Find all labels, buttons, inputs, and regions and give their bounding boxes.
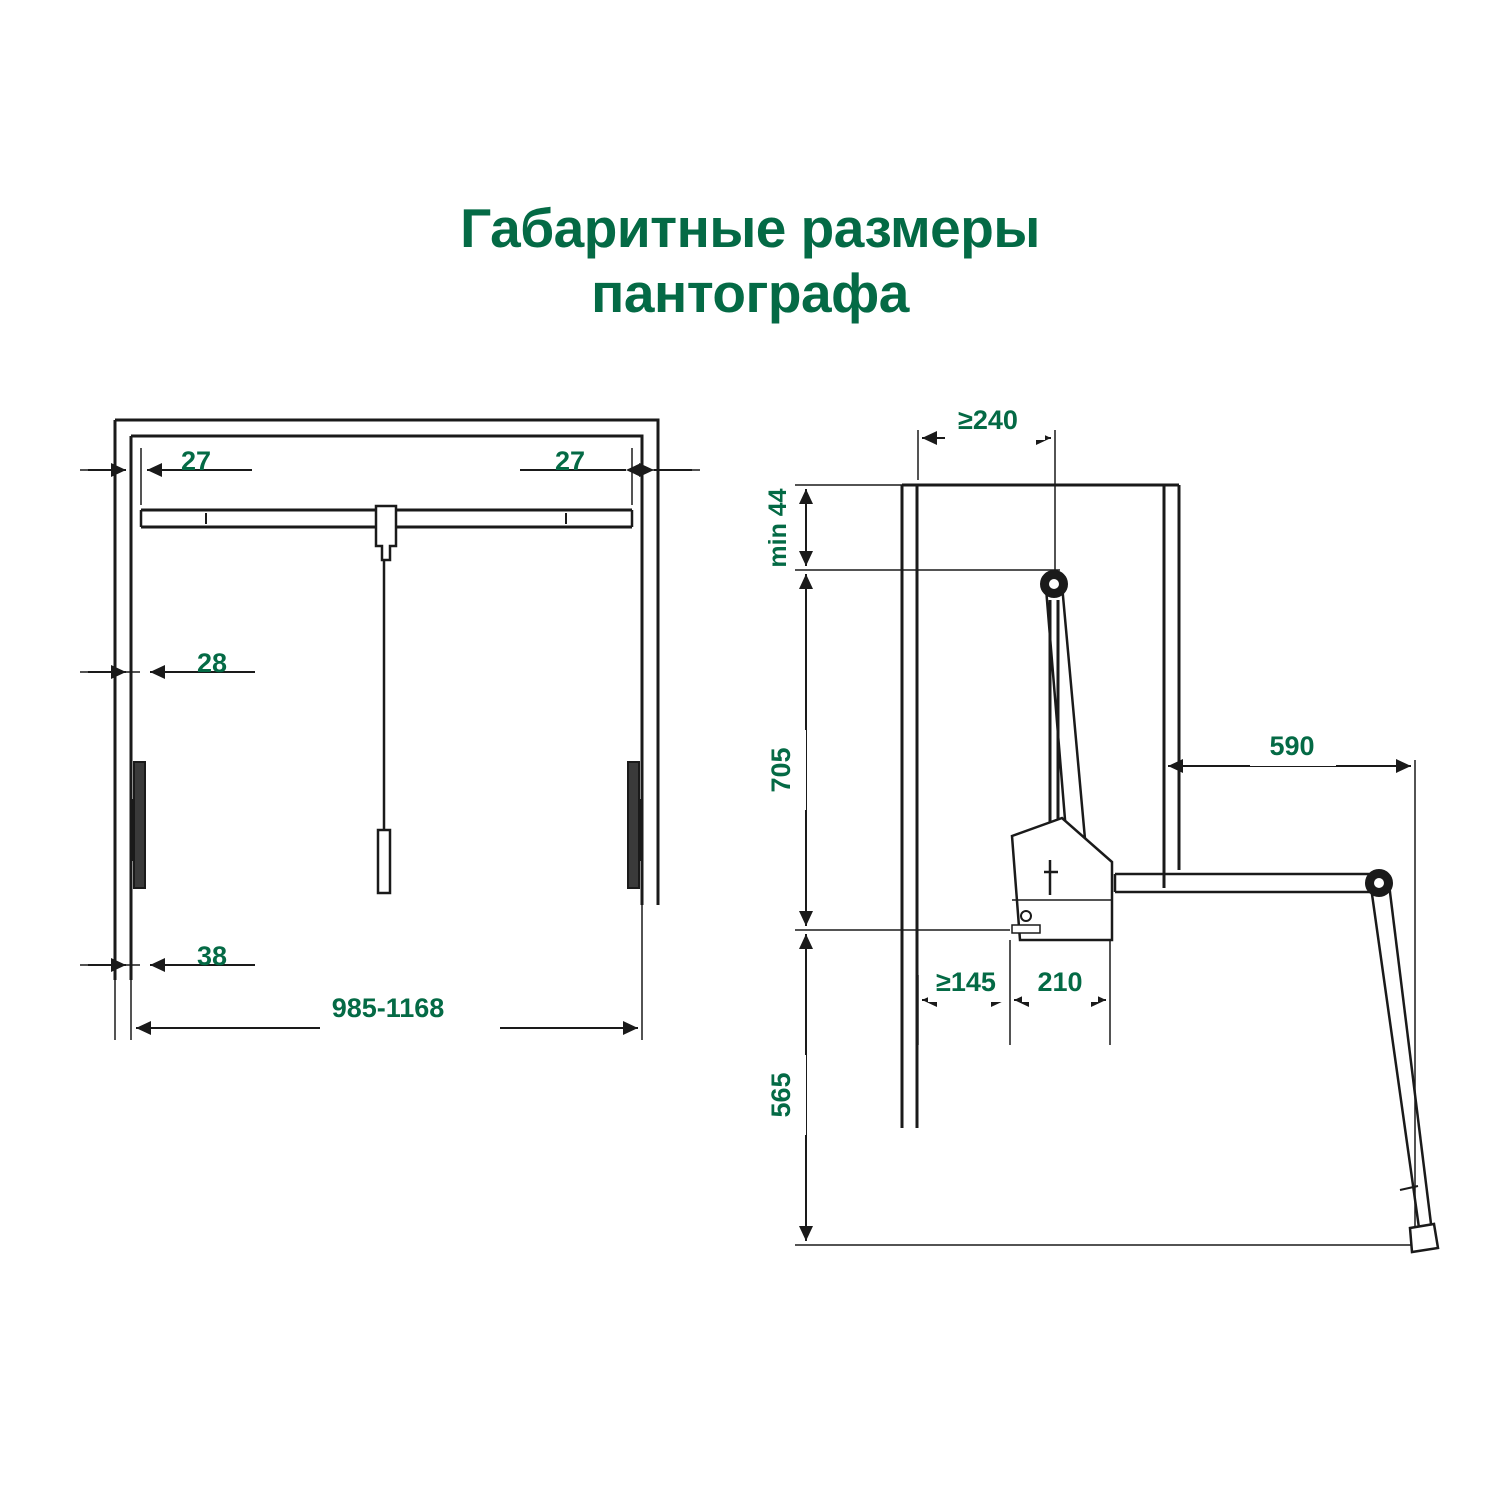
dim-210 [1014,967,1106,1002]
page-title-line-2: пантографа [591,261,909,324]
side-pantograph-arm-lowered [1115,874,1438,1252]
dim-565-label: 565 [766,1072,796,1118]
front-pantograph-assembly [141,506,632,893]
side-housing [1012,818,1112,940]
dim-705-label: 705 [766,747,796,793]
front-view-group [80,420,700,1040]
dim-590 [1168,731,1411,766]
dim-width-range [136,993,638,1030]
side-extension-lines [795,430,1420,1245]
front-left-mount [131,762,145,888]
page-title-line-1: Габаритные размеры [460,197,1040,259]
dim-left-27 [88,446,252,476]
dim-38 [88,941,255,971]
dim-28 [88,648,255,678]
dim-565 [766,934,806,1241]
dim-width-range-label: 985-1168 [331,993,445,1023]
dim-28-label: 28 [196,648,228,678]
dim-min-44 [764,488,806,567]
front-right-mount [628,762,642,888]
dim-right-27 [520,446,692,476]
dim-240 [922,405,1051,440]
dim-705 [766,574,806,926]
dim-38-label: 38 [196,941,228,971]
front-cabinet-outline [115,420,658,980]
side-view-group [764,405,1438,1252]
dim-right-27-label: 27 [554,446,586,476]
dim-145 [922,967,1008,1002]
dim-left-27-label: 27 [180,446,212,476]
dim-210-label: 210 [1037,967,1083,997]
side-pivot-top [1041,571,1067,597]
dim-min-44-label: min 44 [764,488,792,568]
dim-590-label: 590 [1269,731,1315,761]
side-pivot-end [1366,870,1392,896]
dim-145-label: ≥145 [936,967,996,997]
dim-240-label: ≥240 [958,405,1018,435]
